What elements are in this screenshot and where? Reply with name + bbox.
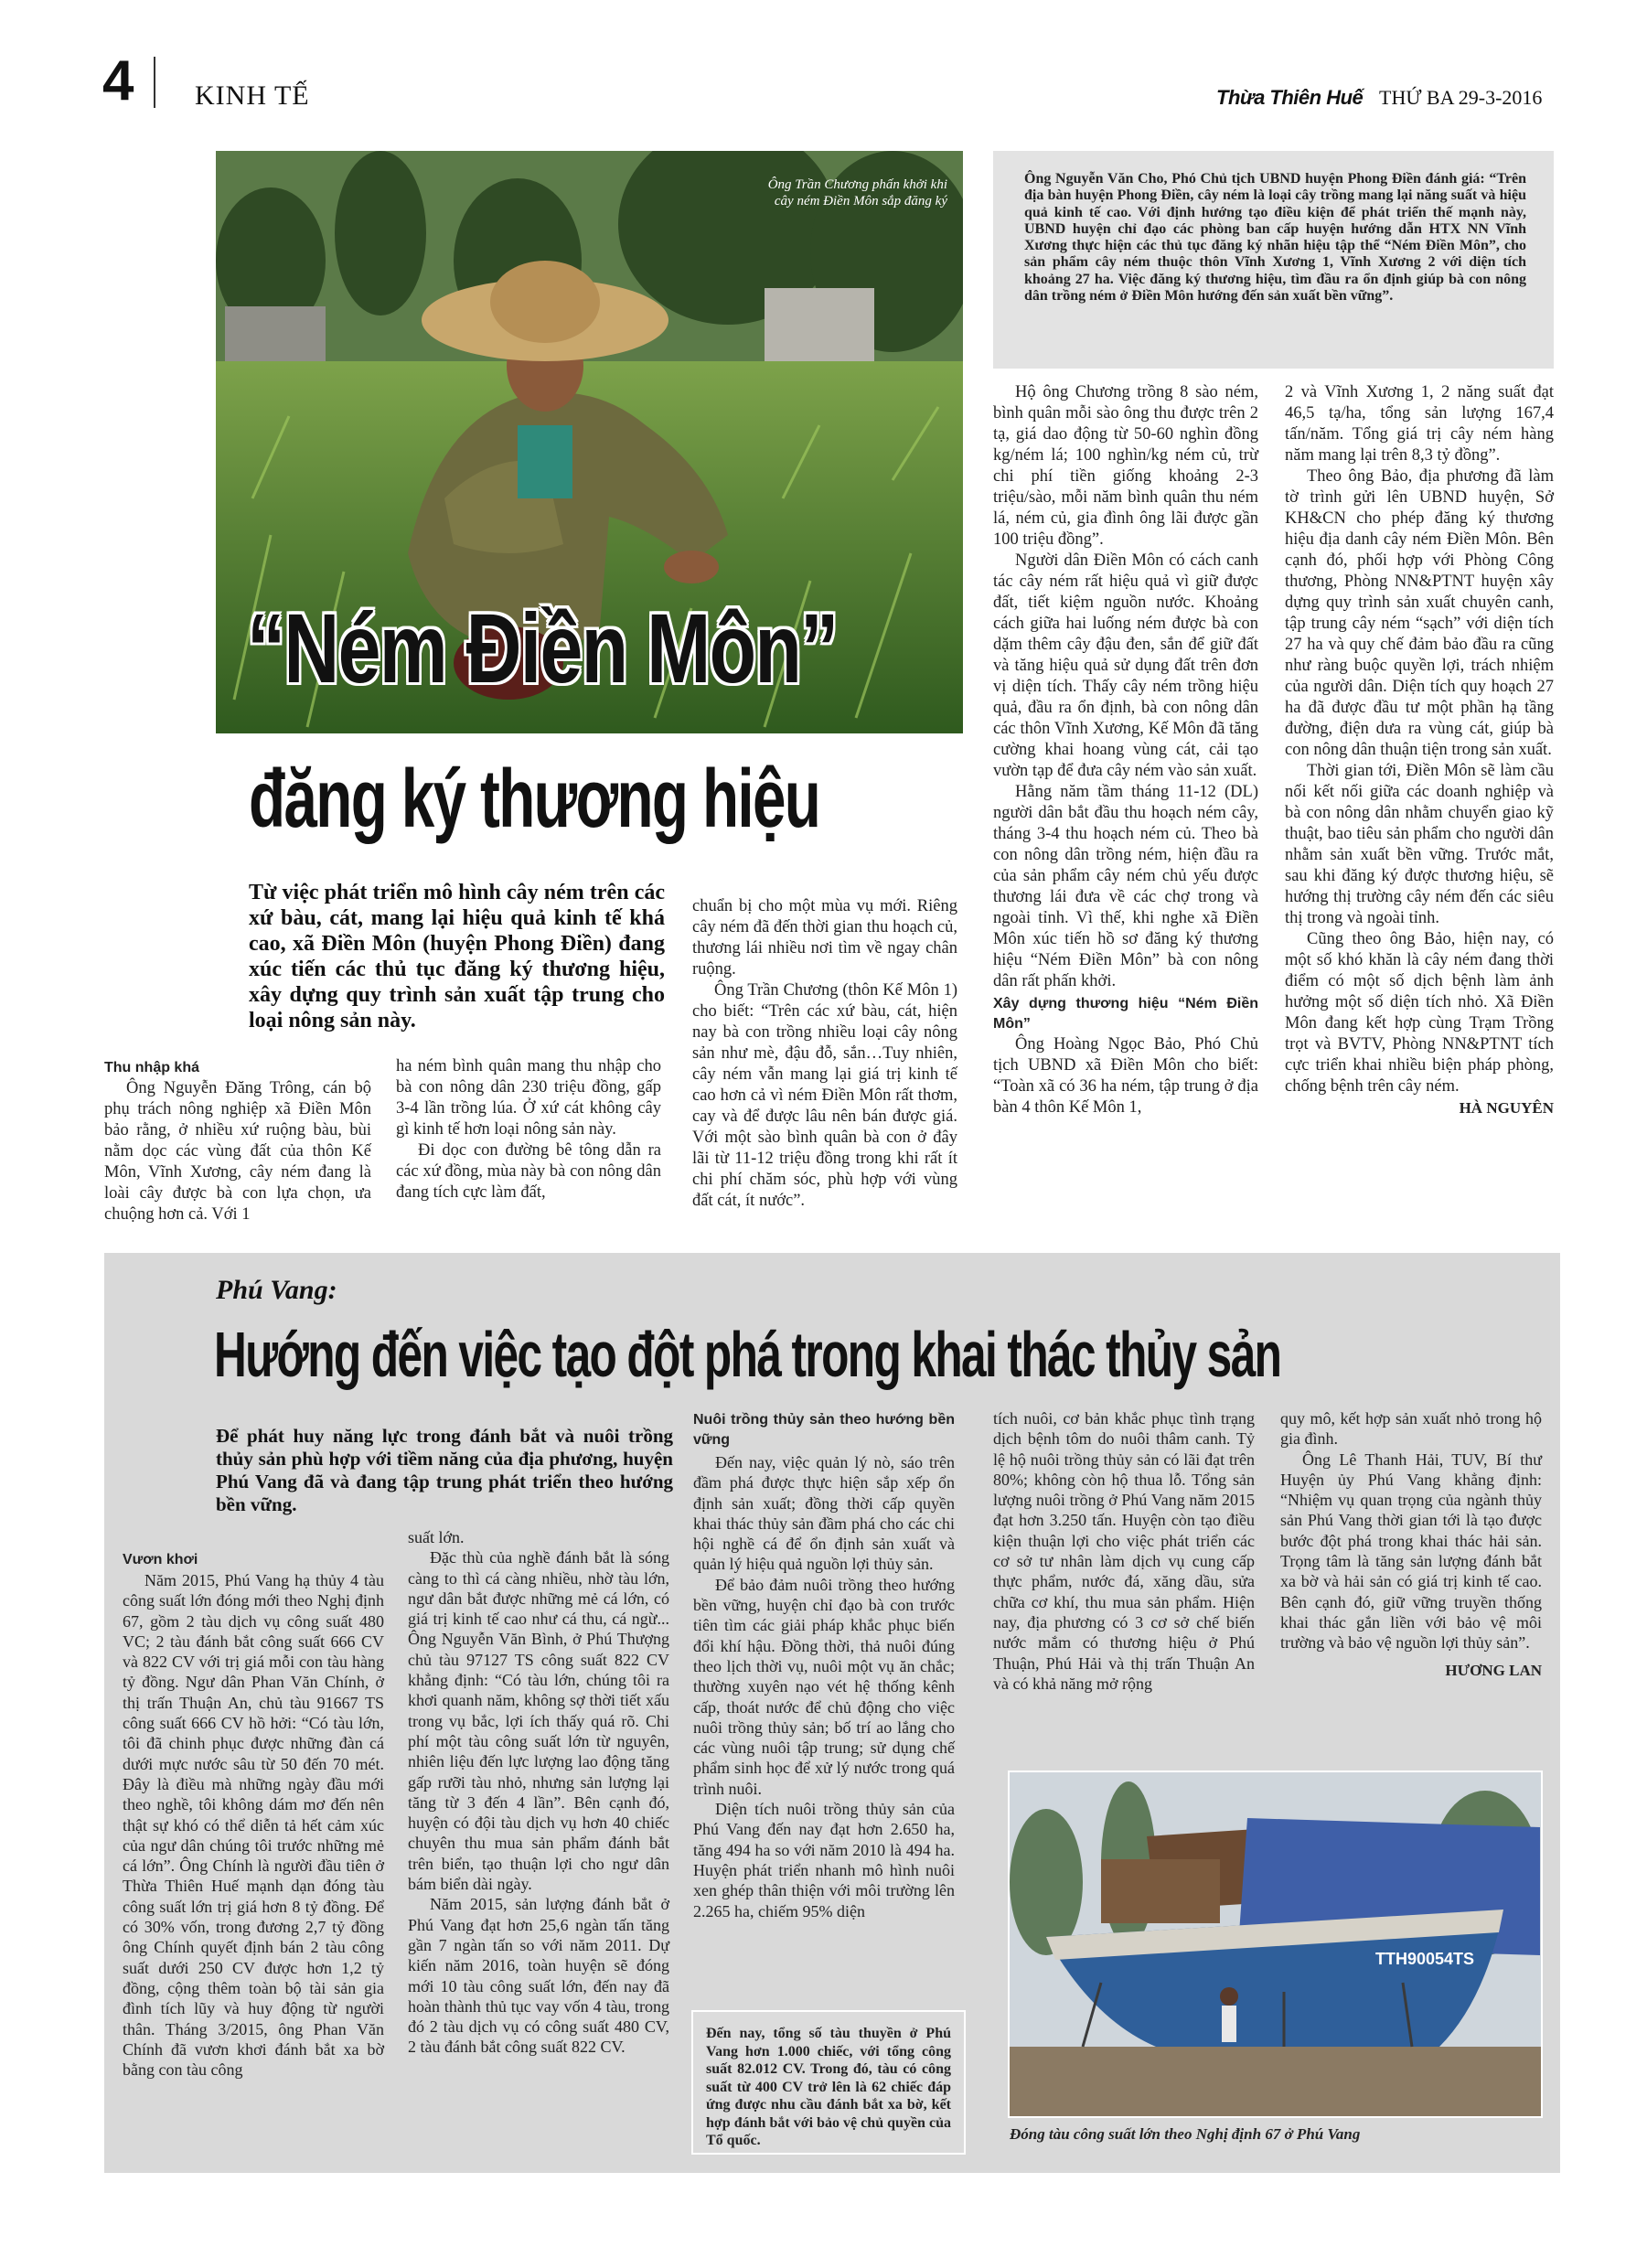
- article-sapo: Để phát huy năng lực trong đánh bắt và nuôi trồng thủy sản phù hợp với tiềm năng của địa phương, huyện Phú Vang đã và đang tập trung phát triển theo hướng bền vững.: [216, 1425, 673, 1515]
- article-title: Hướng đến việc tạo đột phá trong khai thác thủy sản: [214, 1320, 1281, 1391]
- paragraph: Đến nay, việc quản lý nò, sáo trên đầm phá được thực hiện sắp xếp ổn định sản xuất; đồng thời cấp quyền khai thác thủy sản đầm phá cho các chi hội nghề cá để ổn định sản xuất và quản lý hiệu quả nguồn lợi thủy sản.: [693, 1453, 955, 1574]
- column-1: [104, 1056, 371, 1225]
- boat-photo: [1008, 1771, 1543, 2118]
- column-2: [396, 1056, 661, 1204]
- paragraph: ha ném bình quân mang thu nhập cho bà con nông dân 230 triệu đồng, gấp 3-4 lần trồng lúa. Ở xứ cát không cây gì kinh tế hơn loại nông sản này.: [396, 1057, 661, 1139]
- paragraph: Năm 2015, Phú Vang hạ thủy 4 tàu công suất lớn đóng mới theo Nghị định 67, gồm 2 tàu dịch vụ công suất 480 VC; 2 tàu đánh bắt công suất 666 CV và 822 CV với trị giá mỗi con tàu hàng tỷ đồng. Ngư dân Phan Văn Chính, ở thị trấn Thuận An, chủ tàu 91667 TS công suất 666 CV hồ hởi: “Có tàu lớn, tôi đã chinh phục được những đàn cá dưới mực nước sâu từ 50 đến 70 mét. Đây là điều mà những ngày đầu mới theo nghề, tôi không dám mơ đến nên thật sự khó có thể diễn tả hết cảm xúc của ngư dân chúng tôi trước những mẻ cá lớn”. Ông Chính là người đầu tiên ở Thừa Thiên Huế mạnh dạn đóng tàu công suất lớn trị giá hơn 8 tỷ đồng. Để có 30% vốn, trong đương 2,7 tỷ đồng ông Chính quyết định bán 2 tàu công suất dưới 250 CV được hơn 1,2 tỷ đồng, cộng thêm toàn bộ tài sản gia đình tích lũy và huy động từ người thân. Tháng 3/2015, ông Phan Văn Chính đã vươn khơi đánh bắt xa bờ bằng con tàu công: [123, 1571, 384, 2080]
- paragraph: Hộ ông Chương trồng 8 sào ném, bình quân mỗi sào ông thu được trên 2 tạ, giá dao động từ 50-60 nghìn đồng kg/ném lá; 100 nghìn/kg ném củ, trừ chi phí tiền giống khoảng 2-3 triệu/sào, mỗi năm bình quân thu ném lá, ném củ, gia đình ông lãi được gần 100 triệu đồng”.: [993, 383, 1258, 549]
- subheading: Xây dựng thương hiệu “Ném Điền Môn”: [993, 996, 1258, 1032]
- section-title: KINH TẾ: [195, 80, 310, 111]
- article-sapo: Từ việc phát triển mô hình cây ném trên các xứ bàu, cát, mang lại hiệu quả kinh tế khá cao, xã Điền Môn (huyện Phong Điền) đang xúc tiến các thủ tục đăng ký thương hiệu, xây dựng quy trình sản xuất tập trung cho loại nông sản này.: [249, 881, 665, 1032]
- column-1: [123, 1548, 384, 2080]
- paragraph: Đi dọc con đường bê tông dẫn ra các xứ đồng, mùa này bà con nông dân đang tích cực làm đất,: [396, 1141, 661, 1202]
- boat-illustration: [1010, 1772, 1541, 2116]
- paragraph: Người dân Điền Môn có cách canh tác cây ném rất hiệu quả vì giữ được đất, tiết kiệm nguồn nước. Khoảng cách giữa hai luống ném được bà con dặm thêm cây đậu đen, sắn để giữ đất và tăng hiệu quả sử dụng đất trên đơn vị diện tích. Thấy cây ném trồng hiệu quả, đầu ra ổn định, bà con nông dân các thôn Vĩnh Xương, Kế Môn đã tăng cường khai hoang vùng cát, cải tạo vườn tạp để đưa cây ném vào sản xuất.: [993, 551, 1258, 780]
- paragraph: Hằng năm tầm tháng 11-12 (DL) người dân bắt đầu thu hoạch ném cây, tháng 3-4 thu hoạch ném củ. Theo bà con nông dân trồng ném, hiện đầu ra của sản phẩm cây ném chủ yếu được thương lái đưa về các chợ trong và ngoài tỉnh. Vì thế, khi nghe xã Điền Môn xúc tiến hồ sơ đăng ký thương hiệu “Ném Điền Môn” bà con nông dân rất phấn khởi.: [993, 783, 1258, 990]
- column-4: [993, 382, 1258, 1118]
- paragraph: Năm 2015, sản lượng đánh bắt ở Phú Vang đạt hơn 25,6 ngàn tấn tăng gần 7 ngàn tấn so với năm 2011. Dự kiến năm 2016, toàn huyện sẽ đóng mới 10 tàu công suất lớn, đến nay đã hoàn thành thủ tục vay vốn 4 tàu, trong đó 2 tàu dịch vụ có công suất 480 CV, 2 tàu đánh bắt công suất 822 CV.: [408, 1895, 669, 2057]
- photo-caption: Đóng tàu công suất lớn theo Nghị định 67 ở Phú Vang: [1010, 2125, 1361, 2143]
- subheading: Nuôi trồng thủy sản theo hướng bền vững: [693, 1412, 955, 1448]
- paragraph: chuẩn bị cho một mùa vụ mới. Riêng cây ném đã đến thời gian thu hoạch củ, thương lái nhiều nơi tìm về ngay chân ruộng.: [692, 897, 957, 979]
- paragraph: quy mô, kết hợp sản xuất nhỏ trong hộ gia đình.: [1280, 1409, 1542, 1449]
- paragraph: tích nuôi, cơ bản khắc phục tình trạng dịch bệnh tôm do nuôi thâm canh. Tỷ lệ hộ nuôi trồng thủy sản có lãi đạt trên 80%; không còn hộ thua lỗ. Tổng sản lượng nuôi trồng ở Phú Vang năm 2015 đạt hơn 3.250 tấn. Huyện còn tạo điều kiện thuận lợi cho việc phát triển các cơ sở tư nhân làm dịch vụ cung cấp thực phẩm, nước đá, xăng dầu, sửa chữa cơ khí, thu mua sản phẩm. Hiện nay, địa phương có 3 cơ sở chế biến nước mắm có thương hiệu ở Phú Thuận, Phú Hải và thị trấn Thuận An và có khả năng mở rộng: [993, 1409, 1255, 1693]
- boat-number: TTH90054TS: [1375, 1950, 1475, 1968]
- masthead-name: Thừa Thiên Huế: [1216, 86, 1364, 109]
- paragraph: Diện tích nuôi trồng thủy sản của Phú Vang đến nay đạt hơn 2.650 ha, tăng 494 ha so với năm 2010 là 494 ha. Huyện phát triển nhanh mô hình nuôi xen ghép thân thiện với môi trường lên 2.265 ha, chiếm 95% diện: [693, 1800, 955, 1920]
- column-3: [693, 1408, 955, 1921]
- paragraph: Thời gian tới, Điền Môn sẽ làm cầu nối kết nối giữa các doanh nghiệp và bà con nông dân nhằm chuyển giao kỹ thuật, bao tiêu sản phẩm cho người dân nhằm sản xuất bền vững. Trước mắt, sau khi đăng ký được thương hiệu, sẽ hướng thị trường cây ném đến các siêu thị trong và ngoài tỉnh.: [1285, 762, 1554, 927]
- column-5: [1280, 1408, 1542, 1681]
- paragraph: Ông Lê Thanh Hải, TUV, Bí thư Huyện ủy Phú Vang khẳng định: “Nhiệm vụ quan trọng của ngành thủy sản Phú Vang thời gian tới là tạo được bước đột phá trong khai thác hải sản. Trọng tâm là tăng sản lượng đánh bắt xa bờ và hải sản có giá trị kinh tế cao. Bên cạnh đó, giữ vững truyền thống khai thác gắn liền với bảo vệ môi trường và bảo vệ nguồn lợi thủy sản”.: [1280, 1450, 1542, 1653]
- article-title-line2: đăng ký thương hiệu: [249, 753, 820, 845]
- paragraph: Để bảo đảm nuôi trồng theo hướng bền vững, huyện chỉ đạo bà con trước tiên tìm các giải pháp khắc phục biến đổi khí hậu. Đồng thời, thả nuôi đúng theo lịch thời vụ, nuôi một vụ ăn chắc; thường xuyên nạo vét hệ thống kênh cấp, thoát nước để chủ động cho việc nuôi trồng thủy sản; bố trí ao lắng cho các vùng nuôi tập trung; sử dụng chế phẩm sinh học để xử lý nước trong quá trình nuôi.: [693, 1575, 955, 1798]
- article-title-line1: “Ném Điền Môn”: [247, 593, 838, 703]
- header-date: THỨ BA 29-3-2016: [1379, 86, 1543, 109]
- quote-box: [993, 151, 1554, 369]
- column-3: [692, 896, 957, 1212]
- paragraph: suất lớn.: [408, 1528, 465, 1546]
- photo-caption: Ông Trần Chương phấn khởi khi cây ném Điền Môn sắp đăng ký: [767, 177, 947, 209]
- paragraph: Ông Trần Chương (thôn Kế Môn 1) cho biết: “Trên các xứ bàu, cát, hiện nay bà con trồng nhiều loại cây nông sản như mè, đậu đỗ, sắn…Tuy nhiên, cây ném vẫn mang lại giá trị kinh tế cao hơn cả vì ném Điền Môn rất thơm, cay và để được lâu nên bán được giá. Với một sào bình quân bà con ở đây lãi từ 11-12 triệu đồng trong khi rất ít chi phí chăm sóc, phù hợp với vùng đất cát, ít nước”.: [692, 981, 957, 1210]
- paragraph: Đặc thù của nghề đánh bắt là sóng càng to thì cá càng nhiều, nhờ tàu lớn, ngư dân bắt được những mẻ cá lớn, có giá trị kinh tế cao như cá thu, cá ngừ... Ông Nguyễn Văn Bình, ở Phú Thượng chủ tàu 97127 TS công suất 822 CV khẳng định: “Có tàu lớn, chúng tôi ra khơi quanh năm, không sợ thời tiết xấu trong vụ bắc, lợi ích thấy quá rõ. Chi phí một tàu công suất lớn từ nguyên, nhiên liệu đến lực lượng lao động tăng gấp rưỡi tàu nhỏ, nhưng sản lượng lại tăng từ 3 đến 4 lần”. Bên cạnh đó, huyện có đội tàu dịch vụ hơn 40 chiếc chuyên thu mua sản phẩm đánh bắt trên biển, tạo thuận lợi cho ngư dân bám biển dài ngày.: [408, 1548, 669, 1894]
- paragraph: Theo ông Bảo, địa phương đã làm tờ trình gửi lên UBND huyện, Sở KH&CN cho phép đăng ký thương hiệu địa danh cây ném Điền Môn. Bên cạnh đó, phối hợp với Phòng Công thương, Phòng NN&PTNT huyện xây dựng quy trình sản xuất chuyên canh, tập trung cây ném “sạch” với diện tích 27 ha và quy chế đảm bảo đầu ra cũng như ràng buộc quyền lợi, trách nhiệm của người dân. Diện tích quy hoạch 27 ha đã được đầu tư một phần hạ tầng đường, điện dưa ra vùng cát, giúp bà con nông dân thuận tiện trong sản xuất.: [1285, 467, 1554, 759]
- paragraph: 2 và Vĩnh Xương 1, 2 năng suất đạt 46,5 tạ/ha, tổng sản lượng 167,4 tấn/năm. Tổng giá trị cây ném hàng năm mang lại trên 8,3 tỷ đồng”.: [1285, 383, 1554, 465]
- page-number: 4: [102, 49, 134, 112]
- quote-text: Ông Nguyễn Văn Cho, Phó Chủ tịch UBND huyện Phong Điền đánh giá: “Trên địa bàn huyện Phong Điền, cây ném là loại cây trồng mang lại năng suất và hiệu quả kinh tế cao. Với định hướng tạo điều kiện để phát triển thế mạnh này, UBND huyện chỉ đạo các phòng ban cấp huyện hướng dẫn HTX NN Vĩnh Xương thực hiện các thủ tục đăng ký nhãn hiệu tập thể “Ném Điền Môn”, cho sản phẩm cây ném thuộc thôn Vĩnh Xương 1, Vĩnh Xương 2 với diện tích khoảng 27 ha. Việc đăng ký thương hiệu, tìm đầu ra ổn định giúp bà con nông dân trồng ném ở Điền Môn hướng đến sản xuất bền vững”.: [1024, 171, 1526, 305]
- paragraph: Cũng theo ông Bảo, hiện nay, có một số khó khăn là cây ném đang thời điểm có một số dịch bệnh làm ảnh hưởng một số diện tích nhỏ. Xã Điền Môn đang kết hợp cùng Trạm Trồng trọt và BVTV, Phòng NN&PTNT tích cực triển khai nhiều biện pháp phòng, chống bệnh trên cây ném.: [1285, 930, 1554, 1096]
- author-byline: HÀ NGUYÊN: [1459, 1099, 1554, 1117]
- fact-box-text: Đến nay, tổng số tàu thuyền ở Phú Vang hơn 1.000 chiếc, với tổng công suất 82.012 CV. Trong đó, tàu có công suất từ 400 CV trở lên là 62 chiếc đáp ứng được nhu cầu đánh bắt xa bờ, kết hợp đánh bắt với bảo vệ chủ quyền của Tổ quốc.: [706, 2026, 951, 2148]
- subheading: Vươn khơi: [123, 1552, 198, 1567]
- paragraph: Ông Nguyễn Đăng Trông, cán bộ phụ trách nông nghiệp xã Điền Môn bảo rằng, ở nhiều xứ ruộng bàu, bùi nằm dọc các vùng đất của thôn Kế Môn, Vĩnh Xương, cây ném đang là loài cây được bà con lựa chọn, ưa chuộng hơn cả. Với 1: [104, 1079, 371, 1224]
- column-5: [1285, 382, 1554, 1118]
- fact-box: [691, 2010, 966, 2155]
- column-2: [408, 1527, 669, 2058]
- article-kicker: Phú Vang:: [216, 1275, 337, 1305]
- column-4: [993, 1408, 1255, 1694]
- paragraph: Ông Hoàng Ngọc Bảo, Phó Chủ tịch UBND xã Điền Môn cho biết: “Toàn xã có 36 ha ném, tập trung ở địa bàn 4 thôn Kế Môn 1,: [993, 1035, 1258, 1117]
- author-byline: HƯƠNG LAN: [1445, 1661, 1542, 1679]
- article-phu-vang: [104, 1253, 1560, 2173]
- subheading: Thu nhập khá: [104, 1060, 199, 1075]
